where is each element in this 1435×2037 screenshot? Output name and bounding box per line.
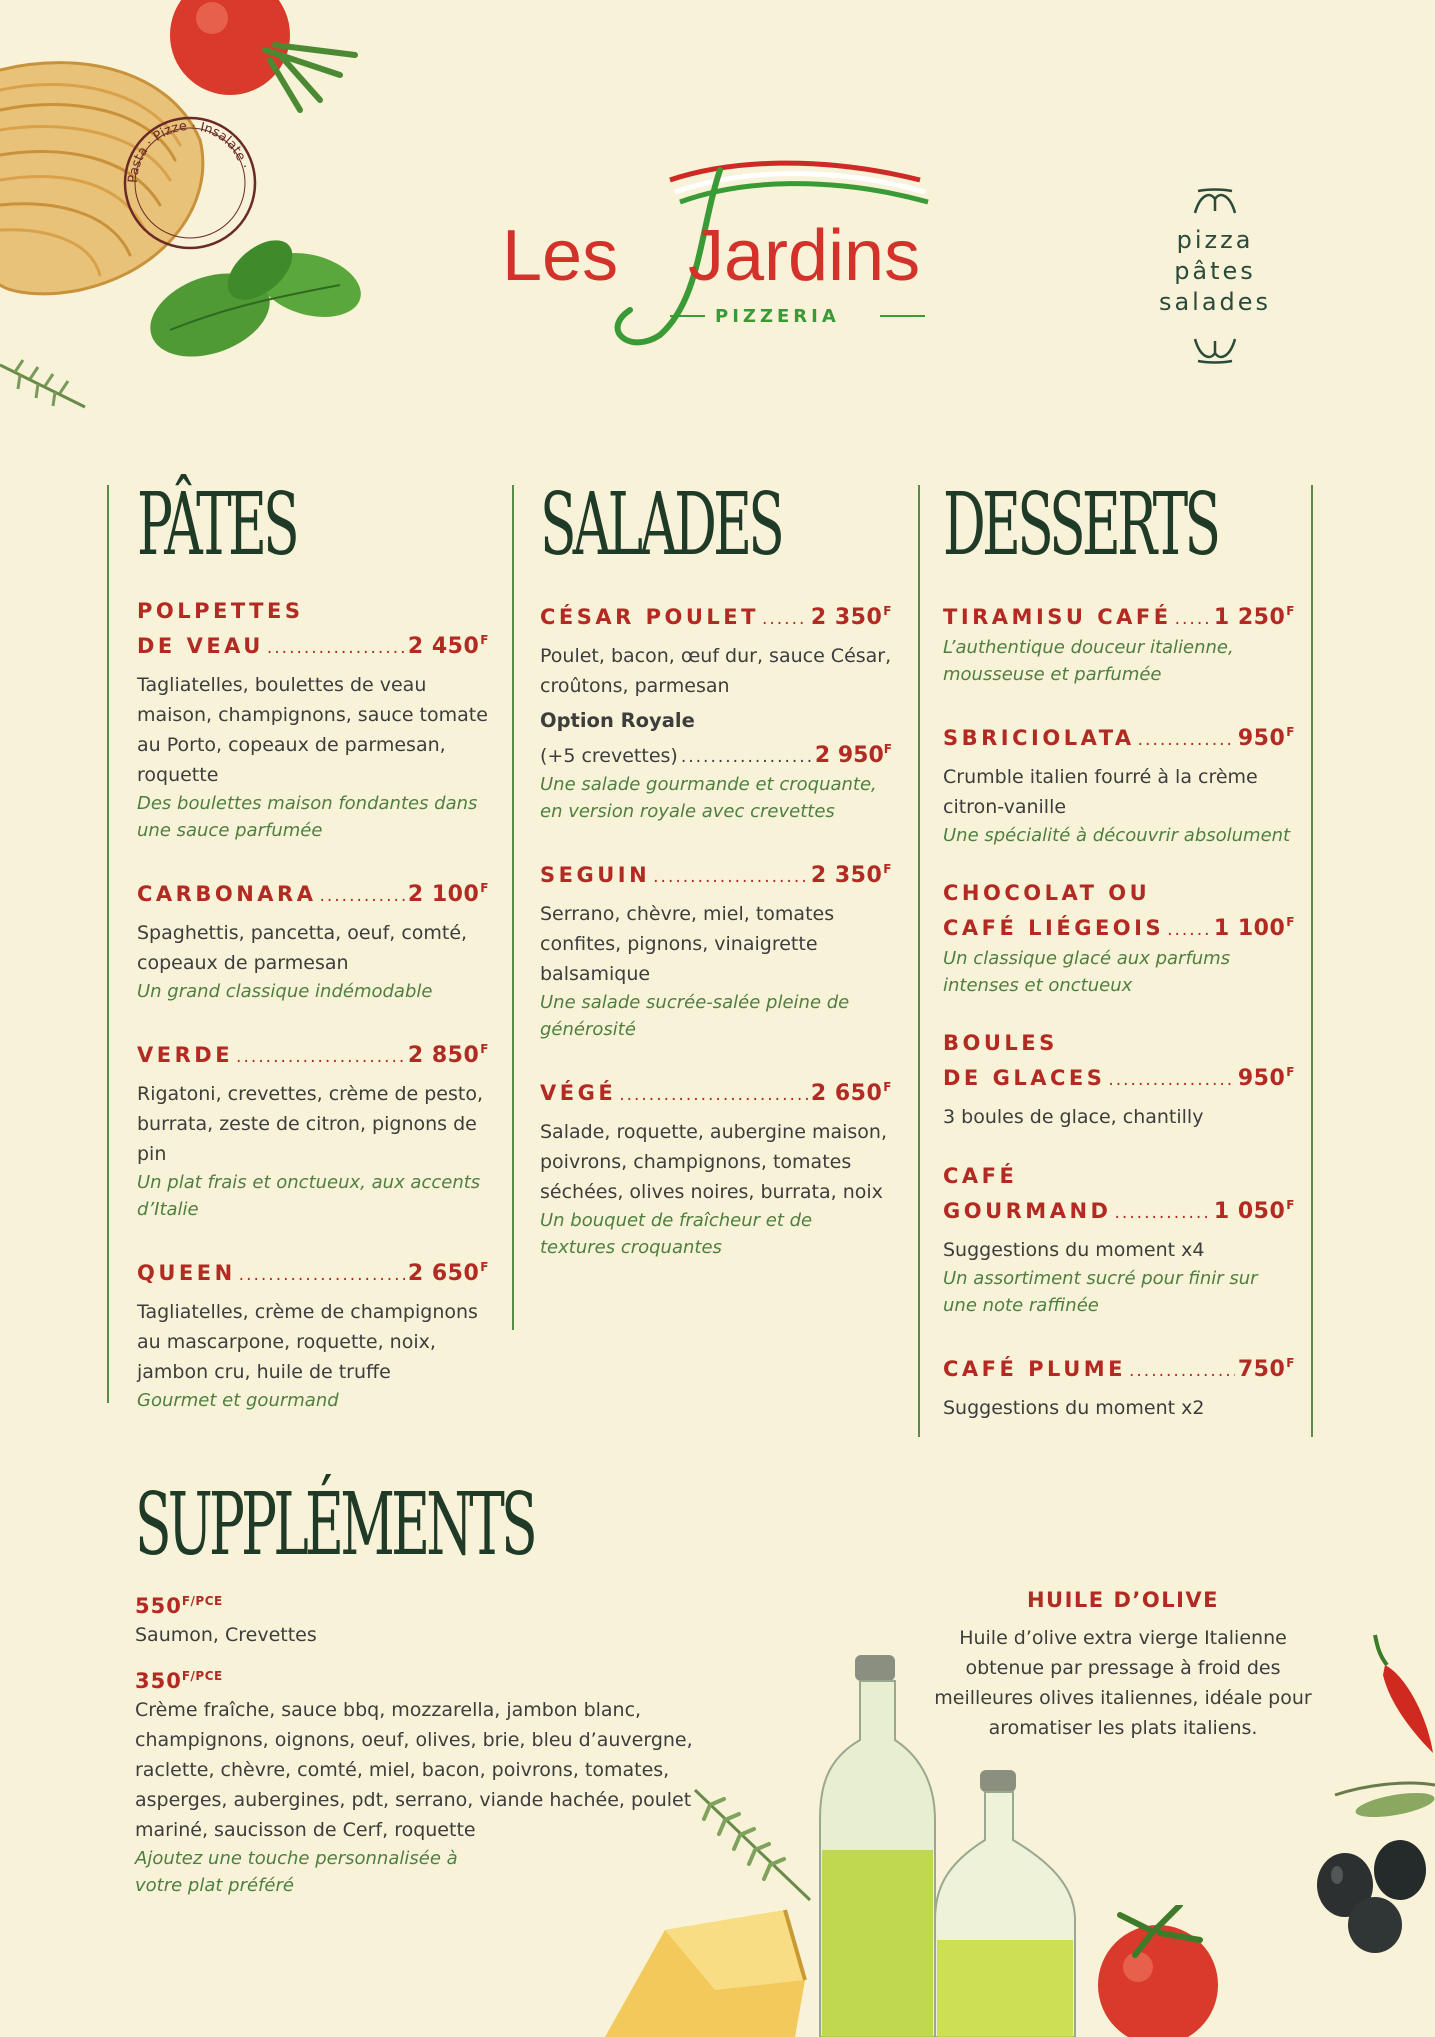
supplements-section: [135, 1475, 715, 1899]
item-price: $750^F$: [1237, 1356, 1295, 1382]
item-description: Suggestions du moment x2: [943, 1397, 1205, 1419]
item-price: $950^F$: [1237, 1065, 1295, 1091]
desserts-column: [943, 475, 1295, 1423]
item-note: Un assortiment sucré pour finir sur une note raffinée: [943, 1268, 1258, 1316]
item-note: Une salade sucrée-salée pleine de générosité: [540, 992, 850, 1040]
item-price: 1 $100^F$: [1213, 915, 1295, 941]
section-title-salades: SALADES: [540, 475, 782, 575]
supplement-tier2-items: Crème fraîche, sauce bbq, mozzarella, jambon blanc, champignons, oignons, oeuf, olives, brie, bleu d’auvergne, raclette, chèvre, comté, miel, bacon, poivrons, tomates, asperges, aubergines, pdt, serrano, viande hachée, poulet mariné, saucisson de Cerf, roquette: [135, 1699, 693, 1841]
item-price: $950^F$: [1237, 725, 1295, 751]
item-name: DE VEAU: [137, 634, 264, 658]
item-note: L’authentique douceur italienne, mousseuse et parfumée: [943, 637, 1234, 685]
supplement-tier2-price: $350^{F/PCE}$: [135, 1669, 223, 1693]
item-price: 1 $050^F$: [1213, 1198, 1295, 1224]
tag-pizza: pizza: [1176, 226, 1254, 254]
menu-item-vege: [540, 1073, 892, 1261]
menu-item-sbriciolata: [943, 718, 1295, 849]
item-price: 1 $250^F$: [1213, 604, 1295, 630]
menu-item-cesar: [540, 597, 892, 825]
rule-3: [918, 485, 920, 1437]
item-description: Crumble italien fourré à la crème citron-vanille: [943, 766, 1258, 818]
item-name: GOURMAND: [943, 1199, 1112, 1223]
item-note: Un plat frais et onctueux, aux accents d’Italie: [137, 1172, 481, 1220]
olive-oil-title: HUILE D’OLIVE: [1026, 1588, 1220, 1612]
item-note: Un classique glacé aux parfums intenses et onctueux: [943, 948, 1231, 996]
item-name: CÉSAR POULET: [540, 605, 759, 629]
rule-1: [107, 485, 109, 1403]
logo-subtitle: PIZZERIA: [715, 306, 840, 327]
item-price: 2 $850^F$: [407, 1042, 489, 1068]
tag-pates: pâtes: [1174, 257, 1256, 285]
section-title-supplements: SUPPLÉMENTS: [135, 1475, 534, 1575]
item-name: VERDE: [137, 1043, 234, 1067]
item-description: Poulet, bacon, œuf dur, sauce César, croûtons, parmesan: [540, 645, 892, 697]
item-name: CAFÉ PLUME: [943, 1357, 1126, 1381]
logo-les: Les: [502, 216, 619, 296]
item-name: TIRAMISU CAFÉ: [943, 605, 1172, 629]
olive-oil-bottles-illustration: [815, 1650, 1105, 2037]
item-name: DE GLACES: [943, 1066, 1106, 1090]
rule-2: [512, 485, 514, 1330]
supplement-tier1-price: $550^{F/PCE}$: [135, 1594, 223, 1618]
salades-column: [540, 475, 892, 1261]
menu-item-liegeois: [943, 879, 1295, 999]
item-name: SBRICIOLATA: [943, 726, 1135, 750]
menu-item-verde: [137, 1035, 489, 1223]
item-note: Des boulettes maison fondantes dans une sauce parfumée: [137, 793, 478, 841]
item-description: Salade, roquette, aubergine maison, poivrons, champignons, tomates séchées, olives noires, burrata, noix: [540, 1121, 887, 1203]
item-name: CARBONARA: [137, 882, 317, 906]
pates-column: [137, 475, 489, 1414]
item-description: Spaghettis, pancetta, oeuf, comté, copeaux de parmesan: [137, 922, 468, 974]
item-price: 2 $450^F$: [407, 633, 489, 659]
item-name: SEGUIN: [540, 863, 651, 887]
chili-pepper-illustration: [1365, 1625, 1435, 1755]
menu-item-cafe-plume: [943, 1349, 1295, 1423]
olive-oil-description: Huile d’olive extra vierge Italienne obtenue par pressage à froid des meilleures olives italiennes, idéale pour aromatiser les plats italiens.: [934, 1627, 1312, 1739]
item-description: Tagliatelles, crème de champignons au mascarpone, roquette, noix, jambon cru, huile de truffe: [137, 1301, 478, 1383]
basil-illustration: [140, 230, 380, 370]
option-detail: (+5 crevettes): [540, 745, 678, 767]
item-name: CAFÉ LIÉGEOIS: [943, 916, 1165, 940]
item-price: 2 $650^F$: [407, 1260, 489, 1286]
section-title-pates: PÂTES: [137, 475, 296, 575]
item-note: Une spécialité à découvrir absolument: [943, 825, 1291, 846]
rosemary-illustration: [0, 345, 90, 415]
item-description: 3 boules de glace, chantilly: [943, 1106, 1204, 1128]
section-title-desserts: DESSERTS: [943, 475, 1218, 575]
parmesan-illustration: [595, 1900, 815, 2037]
supplement-note: Ajoutez une touche personnalisée à votre plat préféré: [135, 1848, 458, 1896]
menu-item-queen: [137, 1253, 489, 1414]
item-description: Rigatoni, crevettes, crème de pesto, burrata, zeste de citron, pignons de pin: [137, 1083, 484, 1165]
item-description: Suggestions du moment x4: [943, 1239, 1205, 1261]
item-note: Gourmet et gourmand: [137, 1390, 339, 1411]
item-name: QUEEN: [137, 1261, 236, 1285]
item-price: 2 $350^F$: [810, 604, 892, 630]
item-name: VÉGÉ: [540, 1081, 617, 1105]
supplement-tier1-items: Saumon, Crevettes: [135, 1624, 317, 1646]
menu-item-seguin: [540, 855, 892, 1043]
ornament-bottom: [1190, 333, 1240, 367]
tomato-bottom-illustration: [1090, 1905, 1225, 2037]
menu-item-tiramisu: [943, 597, 1295, 688]
item-note: Un grand classique indémodable: [137, 981, 433, 1002]
item-price: 2 $100^F$: [407, 881, 489, 907]
logo-jardins: Jardins: [688, 216, 921, 296]
item-note: Une salade gourmande et croquante, en version royale avec crevettes: [540, 774, 877, 822]
option-price: 2 $950^F$: [814, 742, 892, 768]
item-name-line1: CHOCOLAT OU: [943, 881, 1151, 905]
menu-item-carbonara: [137, 874, 489, 1005]
rosemary-sprig-illustration: [690, 1785, 820, 1905]
tag-salades: salades: [1158, 288, 1272, 316]
rule-4: [1311, 485, 1313, 1437]
category-tags: [1150, 225, 1280, 318]
item-name-line1: POLPETTES: [137, 599, 304, 623]
item-name-line1: BOULES: [943, 1031, 1058, 1055]
item-price: 2 $650^F$: [810, 1080, 892, 1106]
item-description: Tagliatelles, boulettes de veau maison, champignons, sauce tomate au Porto, copeaux de parmesan, roquette: [137, 674, 488, 786]
svg-text:Pasta · Pizze · Insalate ·: Pasta · Pizze · Insalate ·: [125, 118, 252, 184]
les-jardins-logo: [500, 150, 940, 350]
item-price: 2 $350^F$: [810, 862, 892, 888]
option-label: Option Royale: [540, 709, 695, 732]
menu-item-cafe-gourmand: [943, 1162, 1295, 1319]
black-olives-illustration: [1315, 1775, 1435, 1955]
item-note: Un bouquet de fraîcheur et de textures croquantes: [540, 1210, 813, 1258]
option-row: [540, 735, 892, 771]
menu-item-polpettes: [137, 597, 489, 844]
item-name-line1: CAFÉ: [943, 1164, 1018, 1188]
menu-item-boules: [943, 1029, 1295, 1132]
item-description: Serrano, chèvre, miel, tomates confites, pignons, vinaigrette balsamique: [540, 903, 835, 985]
ornament-top: [1190, 185, 1240, 219]
